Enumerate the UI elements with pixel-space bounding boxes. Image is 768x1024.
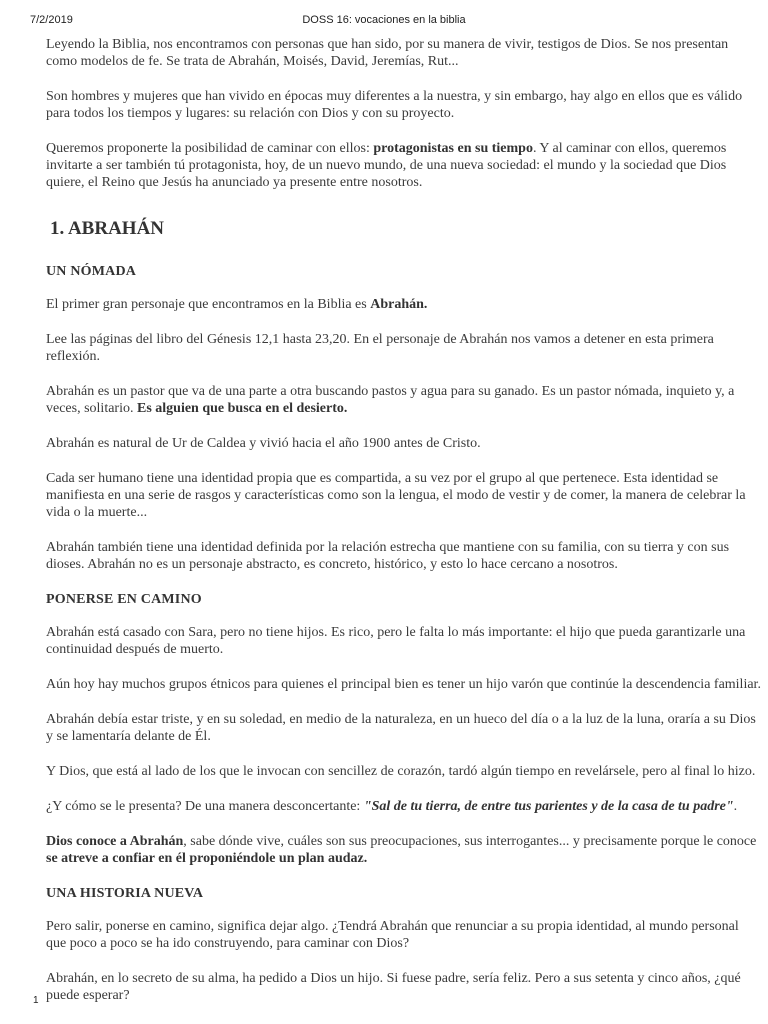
paragraph-10: Y Dios, que está al lado de los que le invocan con sencillez de corazón, tardó algún tiempo en revelársele, pero al final lo hizo.	[46, 764, 756, 779]
intro-p3-text-c: . Y al caminar con ellos, queremos invitarte a ser también tú protagonista, hoy, de un nuevo mundo, de una nueva sociedad: el mundo y la sociedad que Dios quiere, el Reino que Jesús ha anunciado ya presente entre nosotros.	[46, 141, 727, 190]
heading-ponerse-en-camino: PONERSE EN CAMINO	[46, 592, 202, 607]
document-title: DOSS 16: vocaciones en la biblia	[302, 14, 466, 26]
intro-paragraph-3	[46, 140, 762, 191]
paragraph-11	[46, 798, 762, 815]
paragraph-12	[46, 833, 762, 867]
page-header	[0, 14, 768, 30]
intro-paragraph-2: Son hombres y mujeres que han vivido en épocas muy diferentes a la nuestra, y sin embargo, hay algo en ellos que es válido para todos los tiempos y lugares: su relación con Dios y con su proyecto.	[46, 89, 743, 121]
p3-bold: Es alguien que busca en el desierto.	[136, 401, 348, 416]
p12-bold-c: se atreve a confiar en él proponiéndole un plan audaz.	[46, 851, 368, 866]
paragraph-13: Pero salir, ponerse en camino, significa dejar algo. ¿Tendrá Abrahán que renunciar a su propia identidad, al mundo personal que poco a poco se ha ido construyendo, para caminar con Dios?	[46, 919, 739, 951]
paragraph-1	[46, 296, 762, 313]
p12-text: , sabe dónde vive, cuáles son sus preocupaciones, sus interrogantes... y precisamente porque le conoce	[183, 834, 757, 849]
p1-bold: Abrahán.	[370, 297, 428, 312]
p11-text: ¿Y cómo se le presenta? De una manera desconcertante:	[46, 799, 364, 814]
p11-quote: "Sal de tu tierra, de entre tus parientes y de la casa de tu padre"	[363, 799, 734, 814]
intro-paragraph-1: Leyendo la Biblia, nos encontramos con personas que han sido, por su manera de vivir, testigos de Dios. Se nos presentan como modelos de fe. Se trata de Abrahán, Moisés, David, Jeremías, Rut...	[46, 37, 729, 69]
paragraph-2: Lee las páginas del libro del Génesis 12,1 hasta 23,20. En el personaje de Abrahán nos vamos a detener en esta primera reflexión.	[46, 332, 714, 364]
intro-p3-bold: protagonistas en su tiempo	[373, 141, 533, 156]
paragraph-4: Abrahán es natural de Ur de Caldea y vivió hacia el año 1900 antes de Cristo.	[46, 436, 481, 451]
heading-un-nomada: UN NÓMADA	[46, 264, 137, 279]
p11-end: .	[733, 799, 738, 814]
p1-text: El primer gran personaje que encontramos en la Biblia es	[46, 297, 371, 312]
paragraph-8: Aún hoy hay muchos grupos étnicos para quienes el principal bien es tener un hijo varón que continúe la descendencia familiar.	[46, 677, 761, 692]
intro-p3-text-a: Queremos proponerte la posibilidad de caminar con ellos:	[46, 141, 374, 156]
section-title-abrahan: 1. ABRAHÁN	[50, 218, 165, 239]
paragraph-7: Abrahán está casado con Sara, pero no tiene hijos. Es rico, pero le falta lo más importante: el hijo que pueda garantizarle una continuidad después de muerto.	[46, 625, 746, 657]
p3-text: Abrahán es un pastor que va de una parte a otra buscando pastos y agua para su ganado. Es un pastor nómada, inquieto y, a veces, solitario.	[46, 384, 735, 416]
page-number: 1	[33, 995, 39, 1006]
document-body	[46, 36, 762, 1022]
paragraph-5: Cada ser humano tiene una identidad propia que es compartida, a su vez por el grupo al que pertenece. Esta identidad se manifiesta en una serie de rasgos y características como son la lengua, el modo de vestir y de comer, la manera de celebrar la vida o la muerte...	[46, 471, 746, 520]
paragraph-9: Abrahán debía estar triste, y en su soledad, en medio de la naturaleza, en un hueco del día o a la luz de la luna, oraría a su Dios y se lamentaría delante de Él.	[46, 712, 756, 744]
paragraph-6: Abrahán también tiene una identidad definida por la relación estrecha que mantiene con su familia, con su tierra y con sus dioses. Abrahán no es un personaje abstracto, es concreto, histórico, y esto lo hace cercano a nosotros.	[46, 540, 730, 572]
paragraph-3	[46, 383, 762, 417]
heading-una-historia-nueva: UNA HISTORIA NUEVA	[46, 886, 204, 901]
print-date: 7/2/2019	[30, 14, 73, 26]
paragraph-14: Abrahán, en lo secreto de su alma, ha pedido a Dios un hijo. Si fuese padre, sería feliz. Pero a sus setenta y cinco años, ¿qué puede esperar?	[46, 971, 741, 1003]
p12-bold-a: Dios conoce a Abrahán	[46, 834, 184, 849]
